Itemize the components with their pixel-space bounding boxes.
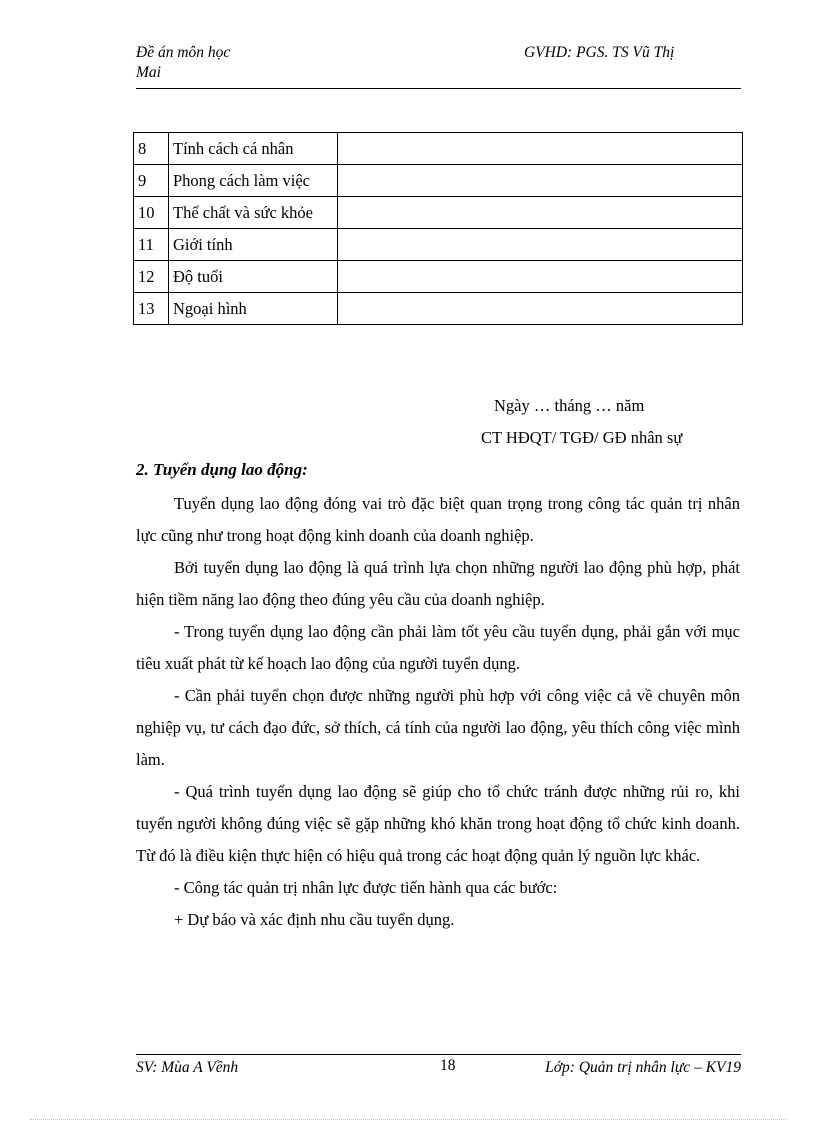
table-row: [134, 197, 743, 229]
supervisor-label: GVHD: PGS. TS Vũ Thị: [524, 44, 675, 61]
section-body: [136, 488, 740, 936]
table-row: [134, 133, 743, 165]
paragraph: Bởi tuyển dụng lao động là quá trình lựa chọn những người lao động phù hợp, phát hiện tiềm năng lao động theo đúng yêu cầu của doanh nghiệp.: [136, 558, 740, 609]
criterion-name: Thể chất và sức khỏe: [169, 197, 338, 229]
paragraph: - Trong tuyển dụng lao động cần phải làm tốt yêu cầu tuyển dụng, phải gắn với mục tiêu xuất phát từ kế hoạch lao động của người tuyển dụng.: [136, 622, 740, 673]
row-number: 8: [134, 133, 169, 165]
paragraph: - Cần phải tuyển chọn được những người phù hợp với công việc cả về chuyên môn nghiệp vụ, tư cách đạo đức, sở thích, cá tính của người lao động, yêu thích công việc mình làm.: [136, 686, 740, 769]
row-number: 12: [134, 261, 169, 293]
row-number: 13: [134, 293, 169, 325]
criterion-value: [338, 261, 743, 293]
signature-title: CT HĐQT/ TGĐ/ GĐ nhân sự: [481, 428, 683, 447]
table-row: [134, 261, 743, 293]
student-name: SV: Mùa A Vềnh: [136, 1059, 239, 1076]
supervisor-name-continued: Mai: [136, 64, 161, 81]
criterion-name: Phong cách làm việc: [169, 165, 338, 197]
criterion-name: Giới tính: [169, 229, 338, 261]
row-number: 10: [134, 197, 169, 229]
page-bottom-divider: [30, 1119, 786, 1120]
paragraph: - Quá trình tuyển dụng lao động sẽ giúp cho tổ chức tránh được những rủi ro, khi tuyển người không đúng việc sẽ gặp những khó khăn trong hoạt động tổ chức kinh doanh. Từ đó là điều kiện thực hiện có hiệu quả trong các hoạt động quản lý nguồn lực khác.: [136, 782, 740, 865]
row-number: 9: [134, 165, 169, 197]
criterion-name: Ngoại hình: [169, 293, 338, 325]
page-footer: [136, 1054, 741, 1079]
table-row: [134, 229, 743, 261]
row-number: 11: [134, 229, 169, 261]
criterion-value: [338, 229, 743, 261]
page-number: 18: [440, 1057, 456, 1074]
criterion-value: [338, 293, 743, 325]
criterion-value: [338, 165, 743, 197]
criterion-value: [338, 133, 743, 165]
criteria-table: [133, 132, 743, 325]
criterion-name: Độ tuổi: [169, 261, 338, 293]
paragraph: - Công tác quản trị nhân lực được tiến hành qua các bước:: [174, 878, 558, 897]
paragraph: + Dự báo và xác định nhu cầu tuyển dụng.: [174, 910, 455, 929]
criterion-name: Tính cách cá nhân: [169, 133, 338, 165]
table-row: [134, 165, 743, 197]
class-name: Lớp: Quản trị nhân lực – KV19: [545, 1059, 741, 1076]
section-heading: 2. Tuyển dụng lao động:: [136, 460, 308, 479]
criterion-value: [338, 197, 743, 229]
page-header: [136, 44, 741, 89]
signature-date: Ngày … tháng … năm: [494, 396, 645, 415]
paragraph: Tuyển dụng lao động đóng vai trò đặc biệt quan trọng trong công tác quản trị nhân lực cũng như trong hoạt động kinh doanh của doanh nghiệp.: [136, 494, 740, 545]
table-row: [134, 293, 743, 325]
course-title: Đề án môn học: [136, 44, 231, 61]
